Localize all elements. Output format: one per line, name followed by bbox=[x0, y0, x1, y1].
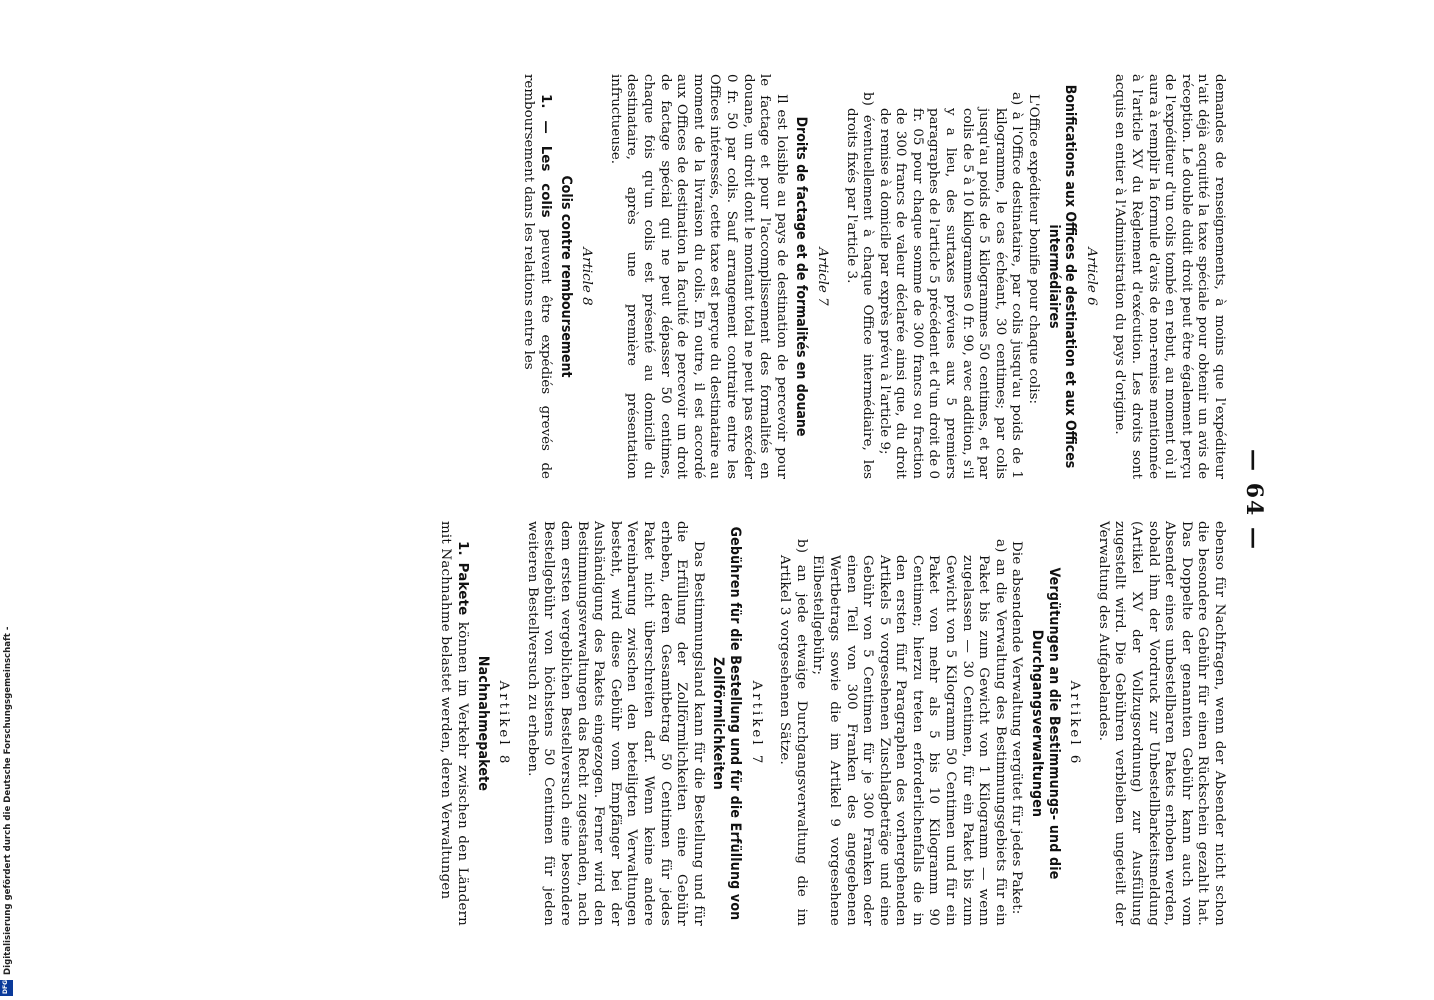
digitization-credit bbox=[0, 605, 14, 995]
german-article-7-heading: Gebühren für die Bestellung und für die Erfüllung von Zollförmlichkeiten bbox=[710, 526, 743, 921]
french-article-8-heading: Colis contre remboursement bbox=[557, 175, 574, 378]
french-article-6-item-a: a) à l'Office destinataire, par colis jusqu'au poids de 1 kilogramme, le cas échéant, 30 centimes; par colis jusqu'au poids de 5 kilogrammes 50 centimes, et par colis de 5 à 10 kilogrammes 0 fr. 90, avec addition, s'il y a lieu, des surtaxes prévues aux 5 premiers paragraphes de l'article 5 précédent et d'un droit de 0 fr. 05 pour chaque somme de 300 francs ou fraction de 300 francs de valeur déclarée ainsi que, du droit de remise à domicile par exprès prévu à l'article 9; bbox=[876, 92, 1025, 479]
french-article-8-paragraph bbox=[520, 74, 553, 479]
french-article-7-title: Article 7 bbox=[814, 247, 830, 306]
french-article-7-paragraph: Il est loisible au pays de destination de percevoir pour le factage et pour l'accomplissement des formalités en douane, un droit dont le montant total ne peut pas excéder 0 fr. 50 par colis. Sauf arrangement contraire entre les Offices intéressés, cette taxe est perçue du destinataire au moment de la livraison du colis. En outre, il est accordé aux Offices de destination la faculté de percevoir un droit de factage spécial qui ne peut dépasser 50 centimes, chaque fois qu'un colis est présenté au domicile du destinataire, après une première présentation infructueuse. bbox=[607, 74, 789, 479]
french-article-8-text: peuvent être expédiés grevés de remboursement dans les relations entre les bbox=[521, 74, 554, 479]
credit-text: Digitalisierung gefördert durch die Deutsche Forschungsgemeinschaft - bbox=[3, 626, 13, 975]
german-article-6-title: Artikel 6 bbox=[1067, 680, 1083, 767]
french-article-6-lead: L'Office expéditeur bonifie pour chaque colis: bbox=[1026, 94, 1042, 405]
french-article-6-item-b: b) éventuellement à chaque Office intermédiaire, les droits fixés par l'article 3. bbox=[843, 92, 876, 479]
german-article-8-text: können im Verkehr zwischen den Ländern mit Nachnahme belastet werden, deren Verwaltungen bbox=[438, 521, 471, 927]
german-column bbox=[437, 521, 1227, 926]
french-article-7-heading: Droits de factage et de formalités en douane bbox=[793, 116, 810, 437]
french-article-8-lead: 1. — Les colis bbox=[538, 94, 554, 218]
german-article-7-paragraph: Das Bestimmungsland kann für die Bestellung und für die Erfüllung der Zollförmlichkeiten eine Gebühr erheben, deren Gesamtbetrag 50 Centimen für jedes Paket nicht überschreiten darf. Wenn keine andere Vereinbarung zwischen den beteiligten Verwaltungen besteht, wird diese Gebühr vom Empfänger bei der Aushändigung des Pakets eingezogen. Ferner wird den Bestimmungsverwaltungen das Recht zugestanden, nach dem ersten vergeblichen Bestellversuch eine besondere Bestellgebühr von höchstens 50 Centimen für jeden weiteren Bestellversuch zu erheben. bbox=[524, 521, 706, 926]
page-number: — 64 — bbox=[1241, 449, 1267, 551]
german-article-7-title: Artikel 7 bbox=[748, 680, 764, 767]
german-article-8-paragraph bbox=[437, 521, 470, 926]
german-intro-paragraph: ebenso für Nachfragen, wenn der Absender nicht schon die besondere Gebühr für einen Rückschein gezahlt hat. Das Doppelte der genannten Gebühr kann auch vom Absender eines unbestellbaren Pakets erhoben werden, sobald ihm der Vordruck zur Unbestellbarkeitsmeldung (Artikel XV der Vollzugsordnung) zur Ausfüllung zugestellt wird. Die Gebühren verbleiben ungeteilt der Verwaltung des Aufgabelandes. bbox=[1095, 521, 1227, 926]
french-article-6-heading: Bonifications aux Offices de destination et aux Offices intermédiaires bbox=[1045, 84, 1079, 469]
german-article-8-heading: Nachnahmepakete bbox=[474, 655, 491, 792]
french-article-8-title: Article 8 bbox=[579, 247, 595, 306]
german-article-8-title: Artikel 8 bbox=[496, 680, 512, 767]
german-article-8-lead: 1. Pakete bbox=[455, 541, 471, 616]
german-article-6-heading: Vergütungen an die Bestimmungs- und die Durchgangsverwaltungen bbox=[1029, 567, 1062, 880]
german-article-6-item-b: b) an jede etwaige Durchgangsverwaltung die im Artikel 3 vorgesehenen Sätze. bbox=[777, 539, 809, 926]
french-intro-paragraph: demandes de renseignements, à moins que l'expéditeur n'ait déjà acquitté la taxe spéciale pour obtenir un avis de réception. Le double dudit droit peut être également perçu de l'expéditeur d'un colis tombé en rebut, au moment où il aura à remplir la formule d'avis de non-remise mentionnée à l'article XV du Règlement d'exécution. Les droits sont acquis en entier à l'Administration du pays d'origine. bbox=[1112, 74, 1227, 479]
dfg-logo-icon bbox=[0, 980, 13, 996]
dfg-logo-text: DFG bbox=[2, 980, 9, 995]
german-article-6-item-a: a) an die Verwaltung des Bestimmungsgebiets für ein Paket bis zum Gewicht von 1 Kilogramm — wenn zugelassen — 30 Centimen, für ein Paket bis zum Gewicht von 5 Kilogramm 50 Centimen und für ein Paket von mehr als 5 bis 10 Kilogramm 90 Centimen; hierzu treten erforderlichenfalls die in den ersten fünf Paragraphen des vorhergehenden Artikels 5 vorgesehenen Zuschlagbeträge und eine Gebühr von 5 Centimen für je 300 Franken oder einen Teil von 300 Franken des angegebenen Wertbetrags sowie die im Artikel 9 vorgesehene Eilbestellgebühr; bbox=[810, 539, 1008, 926]
french-column bbox=[520, 74, 1227, 479]
german-article-6-lead: Die absendende Verwaltung vergütet für jedes Paket: bbox=[1009, 541, 1025, 915]
rotated-document-page bbox=[167, 70, 1267, 930]
french-article-6-title: Article 6 bbox=[1083, 247, 1099, 306]
